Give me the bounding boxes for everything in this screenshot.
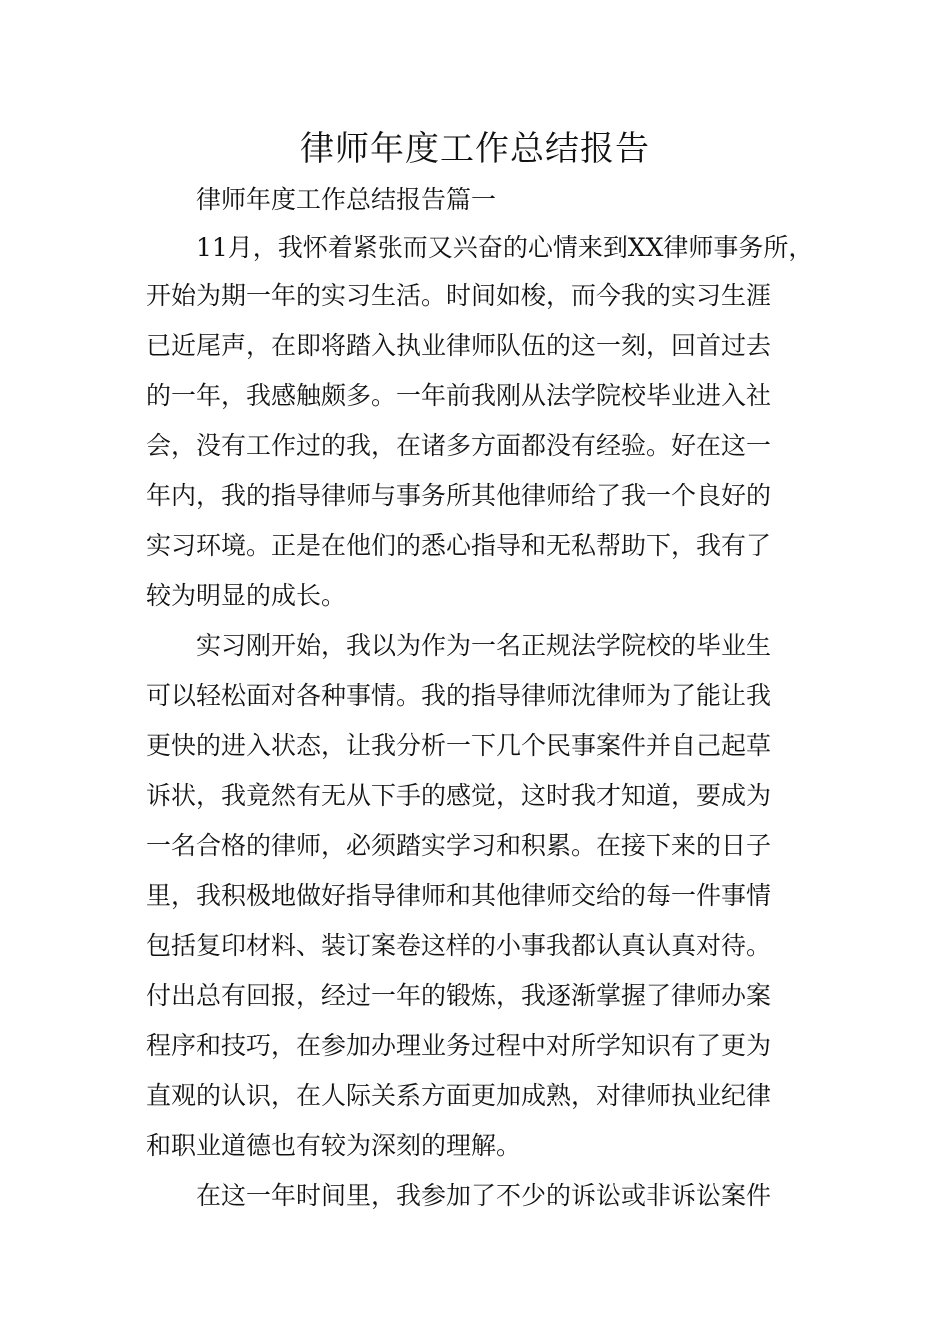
paragraph-1-line-1: 11月，我怀着紧张而又兴奋的心情来到XX律师事务所， (196, 233, 814, 262)
paragraph-2-line-10: 直观的认识，在人际关系方面更加成熟，对律师执业纪律 (146, 1081, 772, 1110)
paragraph-2-line-8: 付出总有回报，经过一年的锻炼，我逐渐掌握了律师办案 (146, 981, 772, 1010)
section-heading: 律师年度工作总结报告篇一 (196, 185, 497, 214)
paragraph-2-line-9: 程序和技巧，在参加办理业务过程中对所学知识有了更为 (146, 1031, 772, 1060)
paragraph-2-line-6: 里，我积极地做好指导律师和其他律师交给的每一件事情 (146, 881, 772, 910)
paragraph-1-line-4: 的一年，我感触颇多。一年前我刚从法学院校毕业进入社 (146, 381, 772, 410)
paragraph-1-line-5: 会，没有工作过的我，在诸多方面都没有经验。好在这一 (146, 431, 772, 460)
paragraph-1-line-2: 开始为期一年的实习生活。时间如梭，而今我的实习生涯 (146, 281, 772, 310)
paragraph-2-line-2: 可以轻松面对各种事情。我的指导律师沈律师为了能让我 (146, 681, 772, 710)
paragraph-2-line-4: 诉状，我竟然有无从下手的感觉，这时我才知道，要成为 (146, 781, 772, 810)
paragraph-2-line-5: 一名合格的律师，必须踏实学习和积累。在接下来的日子 (146, 831, 772, 860)
paragraph-1-line-6: 年内，我的指导律师与事务所其他律师给了我一个良好的 (146, 481, 772, 510)
paragraph-2-line-7: 包括复印材料、装订案卷这样的小事我都认真认真对待。 (146, 931, 772, 960)
paragraph-2-line-3: 更快的进入状态，让我分析一下几个民事案件并自己起草 (146, 731, 772, 760)
paragraph-3-line-1: 在这一年时间里，我参加了不少的诉讼或非诉讼案件 (196, 1181, 772, 1210)
paragraph-1-line-3: 已近尾声，在即将踏入执业律师队伍的这一刻，回首过去 (146, 331, 772, 360)
paragraph-1-line-7: 实习环境。正是在他们的悉心指导和无私帮助下，我有了 (146, 531, 772, 560)
paragraph-1-line-8: 较为明显的成长。 (146, 581, 347, 610)
document-title: 律师年度工作总结报告 (300, 129, 650, 169)
paragraph-2-line-1: 实习刚开始，我以为作为一名正规法学院校的毕业生 (196, 631, 772, 660)
paragraph-2-line-11: 和职业道德也有较为深刻的理解。 (146, 1131, 522, 1160)
